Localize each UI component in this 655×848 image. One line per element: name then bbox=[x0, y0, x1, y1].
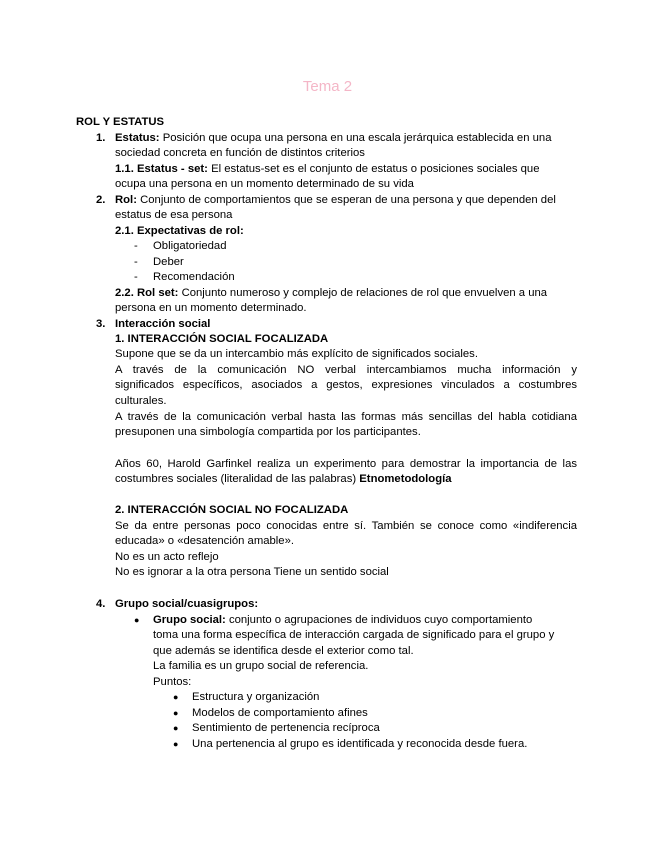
item-1-1-label: 1.1. Estatus - set: bbox=[115, 163, 208, 175]
item-2-label: Rol: bbox=[115, 194, 137, 206]
social-group-line-3: que además se identifica desde el exterior como tal. bbox=[153, 645, 414, 657]
expectation-item: Obligatoriedad bbox=[153, 240, 227, 252]
points-label: Puntos: bbox=[153, 676, 192, 688]
social-group-line-1: Grupo social: conjunto o agrupaciones de individuos cuyo comportamiento bbox=[153, 614, 533, 626]
item-2-text-line-2: estatus de esa persona bbox=[115, 209, 233, 221]
garfinkel-line-2: costumbres sociales (literalidad de las palabras) Etnometodología bbox=[115, 473, 452, 485]
item-1-1-line-2: ocupa una persona en un momento determinado de su vida bbox=[115, 178, 414, 190]
bullet-icon: ● bbox=[173, 739, 179, 749]
item-3-marker: 3. bbox=[96, 318, 106, 330]
ethnomethodology-term: Etnometodología bbox=[359, 473, 452, 485]
expectation-dash: - bbox=[134, 240, 138, 252]
item-2-2-label: 2.2. Rol set: bbox=[115, 287, 179, 299]
focalized-line-2: A través de la comunicación NO verbal intercambiamos mucha información y bbox=[115, 364, 577, 376]
item-3-label: Interacción social bbox=[115, 318, 211, 330]
item-1-marker: 1. bbox=[96, 132, 106, 144]
item-1-label: Estatus: bbox=[115, 132, 160, 144]
non-focalized-line-2: educada» o «desatención amable». bbox=[115, 535, 295, 547]
item-1-text-line-2: sociedad concreta en función de distintos criterios bbox=[115, 147, 365, 159]
item-2-text-line-1: Rol: Conjunto de comportamientos que se esperan de una persona y que dependen del bbox=[115, 194, 556, 206]
item-4-marker: 4. bbox=[96, 598, 106, 610]
section-heading: ROL Y ESTATUS bbox=[76, 116, 165, 128]
focalized-line-5: A través de la comunicación verbal hasta las formas más sencillas del habla cotidiana bbox=[115, 411, 577, 423]
non-focalized-line-3: No es un acto reflejo bbox=[115, 551, 219, 563]
non-focalized-line-4: No es ignorar a la otra persona Tiene un sentido social bbox=[115, 566, 389, 578]
bullet-icon: ● bbox=[173, 692, 179, 702]
expectation-dash: - bbox=[134, 256, 138, 268]
focalized-line-4: culturales. bbox=[115, 395, 167, 407]
point-item: Sentimiento de pertenencia recíproca bbox=[192, 722, 380, 734]
focalized-line-6: presuponen una simbología compartida por los participantes. bbox=[115, 426, 421, 438]
item-2-2-line-2: persona en un momento determinado. bbox=[115, 302, 307, 314]
point-item: Modelos de comportamiento afines bbox=[192, 707, 368, 719]
page-title: Tema 2 bbox=[302, 78, 353, 95]
expectation-item: Deber bbox=[153, 256, 184, 268]
point-item: Estructura y organización bbox=[192, 691, 320, 703]
item-2-2-line-1: 2.2. Rol set: Conjunto numeroso y complejo de relaciones de rol que envuelven a una bbox=[115, 287, 548, 299]
bullet-icon: ● bbox=[173, 708, 179, 718]
focalized-heading: 1. INTERACCIÓN SOCIAL FOCALIZADA bbox=[115, 333, 329, 345]
item-1-text-line-1: Estatus: Posición que ocupa una persona en una escala jerárquica establecida en una bbox=[115, 132, 552, 144]
garfinkel-line-1: Años 60, Harold Garfinkel realiza un experimento para demostrar la importancia de las bbox=[115, 458, 577, 470]
non-focalized-heading: 2. INTERACCIÓN SOCIAL NO FOCALIZADA bbox=[115, 504, 349, 516]
family-line: La familia es un grupo social de referencia. bbox=[153, 660, 369, 672]
focalized-line-3: significados específicos, asociados a gestos, expresiones vinculados a costumbres bbox=[115, 379, 577, 391]
expectation-item: Recomendación bbox=[153, 271, 235, 283]
item-2-marker: 2. bbox=[96, 194, 106, 206]
social-group-label: Grupo social: bbox=[153, 614, 226, 626]
item-1-1-line-1: 1.1. Estatus - set: El estatus-set es el conjunto de estatus o posiciones sociales que bbox=[115, 163, 540, 175]
expectation-dash: - bbox=[134, 271, 138, 283]
item-4-label: Grupo social/cuasigrupos: bbox=[115, 598, 259, 610]
point-item: Una pertenencia al grupo es identificada y reconocida desde fuera. bbox=[192, 738, 528, 750]
bullet-icon: ● bbox=[134, 615, 140, 625]
focalized-line-1: Supone que se da un intercambio más explícito de significados sociales. bbox=[115, 348, 478, 360]
social-group-line-2: toma una forma específica de interacción cargada de significado para el grupo y bbox=[153, 629, 555, 641]
bullet-icon: ● bbox=[173, 723, 179, 733]
non-focalized-line-1: Se da entre personas poco conocidas entre sí. También se conoce como «indiferencia bbox=[115, 520, 577, 532]
item-2-1-label: 2.1. Expectativas de rol: bbox=[115, 225, 244, 237]
